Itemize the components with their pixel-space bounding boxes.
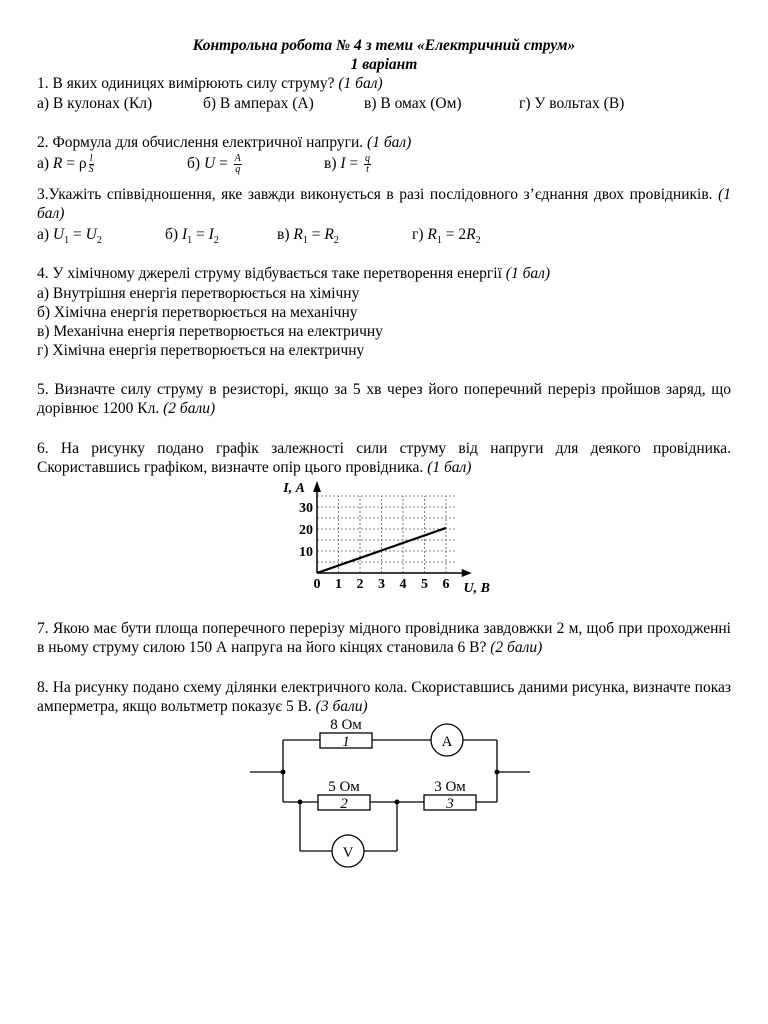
q2-option-c-prefix: в) (324, 155, 337, 173)
x-tick-label: 0 (313, 577, 321, 592)
x-tick-label: 6 (442, 577, 450, 592)
r3-number: 3 (446, 796, 454, 812)
r2-value-label: 5 Ом (328, 779, 360, 795)
question-4-points: (1 бал) (505, 265, 551, 282)
q4-option-d: г) Хімічна енергія перетворюється на електричну (37, 342, 365, 359)
question-3-text: 3.Укажіть співвідношення, яке завжди виконується в разі послідовного з’єднання двох провідників. (37, 186, 713, 203)
question-8-text: 8. На рисунку подано схему ділянки електричного кола. Скориставшись даними рисунка, визначте показ амперметра, якщо вольтметр показує 5 В. (37, 679, 731, 715)
q4-option-a: а) Внутрішня енергія перетворюється на хімічну (37, 285, 360, 302)
x-tick-label: 2 (356, 577, 364, 592)
question-5-points: (2 бали) (163, 400, 216, 417)
y-tick-label: 20 (299, 523, 313, 538)
question-7 (37, 619, 731, 657)
q1-option-c: в) В омах (Ом) (364, 95, 462, 112)
x-tick-label: 1 (335, 577, 342, 592)
r3-value-label: 3 Ом (434, 779, 466, 795)
q3-option-c: в) $R_1 = R_2$ (277, 226, 339, 247)
question-4-text: 4. У хімічному джерелі струму відбувається таке перетворення енергії (37, 265, 502, 282)
page-title: Контрольна робота № 4 з теми «Електричний струм» (192, 37, 576, 54)
q2-option-b: б) U = $\frac{A}{q}$ (187, 153, 241, 175)
question-1-points: (1 бал) (338, 75, 383, 92)
q1-option-a: а) В кулонах (Кл) (37, 95, 153, 112)
question-2-points: (1 бал) (367, 134, 412, 151)
junction-right (495, 770, 500, 775)
y-axis-arrow (313, 481, 321, 492)
q3-option-d: г) $R_1 = 2R_2$ (412, 226, 481, 247)
q2-option-a: а) R = ρ $\frac{l}{S}$ (37, 153, 94, 175)
question-1 (37, 74, 383, 93)
r1-number: 1 (342, 734, 350, 750)
y-tick-label: 10 (299, 545, 313, 560)
y-axis-label: I, А (283, 481, 305, 496)
q2-option-a-prefix: а) (37, 155, 50, 173)
question-3-points: (1 бал) (37, 186, 731, 222)
x-tick-label: 3 (378, 577, 385, 592)
question-6 (37, 439, 731, 477)
question-8 (37, 678, 731, 716)
q1-option-d: г) У вольтах (В) (519, 95, 625, 112)
question-6-text: 6. На рисунку подано графік залежності сили струму від напруги для деякого провідника. Скориставшись графіком, визначте опір цього провідника. (37, 440, 731, 476)
question-7-points: (2 бали) (490, 639, 543, 656)
question-5 (37, 380, 731, 418)
r2-number: 2 (340, 796, 348, 812)
q4-option-b: б) Хімічна енергія перетворюється на механічну (37, 304, 358, 321)
x-tick-label: 4 (399, 577, 407, 592)
junction-left (281, 770, 286, 775)
y-tick-label: 30 (299, 501, 313, 516)
q3-option-a: а) $U_1 = U_2$ (37, 226, 102, 247)
question-7-text: 7. Якою має бути площа поперечного перерізу мідного провідника завдовжки 2 м, щоб при проходженні в ньому струму силою 150 А напруга на його кінцях становила 6 В? (37, 620, 731, 656)
q2-option-b-prefix: б) (187, 155, 201, 173)
question-5-text: 5. Визначте силу струму в резисторі, якщо за 5 хв через його поперечний переріз пройшов заряд, що дорівнює 1200 Кл. (37, 381, 731, 417)
q3-option-b: б) $I_1 = I_2$ (165, 226, 219, 247)
q4-option-c: в) Механічна енергія перетворюється на електричну (37, 323, 383, 340)
x-axis-label: U, В (463, 581, 490, 596)
r1-value-label: 8 Ом (330, 717, 362, 733)
current-voltage-graph (268, 476, 508, 602)
circuit-diagram (245, 712, 535, 872)
voltmeter-label: V (342, 845, 354, 861)
series-line (317, 528, 446, 573)
question-4 (37, 264, 550, 283)
x-tick-label: 5 (421, 577, 428, 592)
variant-label: 1 варіант (350, 56, 418, 73)
question-2 (37, 133, 411, 152)
question-6-points: (1 бал) (427, 459, 472, 476)
q1-option-b: б) В амперах (А) (203, 95, 314, 112)
question-3 (37, 185, 731, 223)
question-8-points: (3 бали) (315, 698, 368, 715)
q2-option-c: в) I = $\frac{q}{t}$ (324, 153, 371, 175)
question-2-text: 2. Формула для обчислення електричної напруги. (37, 134, 364, 151)
ammeter-label: A (441, 734, 453, 750)
question-1-text: 1. В яких одиницях вимірюють силу струму? (37, 75, 335, 92)
x-axis-arrow (462, 569, 472, 577)
